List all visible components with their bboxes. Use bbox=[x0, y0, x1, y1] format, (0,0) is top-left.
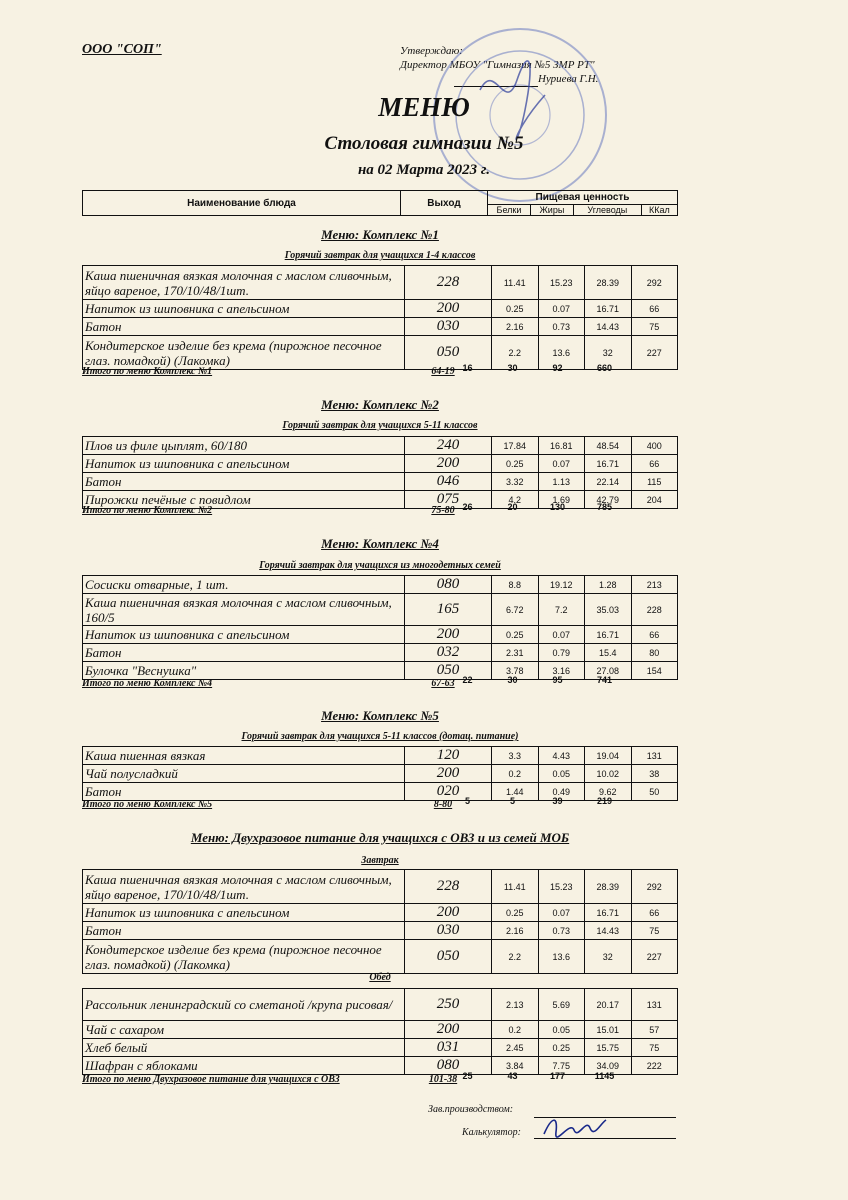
section-subtitle: Горячий завтрак для учащихся 5-11 классов (дотац. питание) bbox=[241, 731, 519, 742]
dish-name: Хлеб белый bbox=[83, 1039, 405, 1057]
carbs-value: 16.71 bbox=[585, 904, 632, 922]
total-protein: 22 bbox=[462, 675, 473, 685]
protein-value: 17.84 bbox=[492, 437, 539, 455]
table-row bbox=[83, 437, 678, 455]
total-carbs: 95 bbox=[552, 675, 563, 685]
kcal-value: 292 bbox=[631, 266, 678, 300]
fat-value: 0.73 bbox=[538, 318, 585, 336]
protein-value: 2.31 bbox=[492, 644, 539, 662]
dish-output: 032 bbox=[405, 644, 492, 662]
dish-output: 075 bbox=[405, 491, 492, 509]
header-carbs: Углеводы bbox=[573, 205, 641, 216]
dish-output: 228 bbox=[405, 870, 492, 904]
section-subtitle: Горячий завтрак для учащихся 5-11 классов bbox=[282, 420, 478, 431]
total-fat: 30 bbox=[507, 675, 518, 685]
dish-output: 050 bbox=[405, 940, 492, 974]
fat-value: 0.07 bbox=[538, 626, 585, 644]
protein-value: 11.41 bbox=[492, 266, 539, 300]
dish-name: Батон bbox=[83, 318, 405, 336]
kcal-value: 227 bbox=[631, 940, 678, 974]
dish-output: 080 bbox=[405, 1057, 492, 1075]
total-fat: 43 bbox=[507, 1071, 518, 1081]
carbs-value: 34.09 bbox=[585, 1057, 632, 1075]
carbs-value: 32 bbox=[585, 940, 632, 974]
protein-value: 2.2 bbox=[492, 336, 539, 370]
total-protein: 25 bbox=[462, 1071, 473, 1081]
kcal-value: 227 bbox=[631, 336, 678, 370]
fat-value: 0.05 bbox=[538, 1021, 585, 1039]
header-name: Наименование блюда bbox=[83, 191, 401, 216]
dish-name: Плов из филе цыплят, 60/180 bbox=[83, 437, 405, 455]
section-total bbox=[82, 796, 678, 813]
kcal-value: 204 bbox=[631, 491, 678, 509]
carbs-value: 14.43 bbox=[585, 922, 632, 940]
fat-value: 0.25 bbox=[538, 1039, 585, 1057]
total-output: 101-38 bbox=[428, 1074, 458, 1085]
dish-name: Кондитерское изделие без крема (пирожное песочное глаз. помадкой) (Лакомка) bbox=[83, 336, 405, 370]
section-title: Меню: Комплекс №1 bbox=[321, 227, 439, 242]
carbs-value: 15.4 bbox=[585, 644, 632, 662]
dish-table bbox=[82, 988, 678, 1075]
dish-name: Напиток из шиповника с апельсином bbox=[83, 300, 405, 318]
protein-value: 2.16 bbox=[492, 318, 539, 336]
kcal-value: 131 bbox=[631, 989, 678, 1021]
table-row bbox=[83, 266, 678, 300]
dish-output: 080 bbox=[405, 576, 492, 594]
dish-table bbox=[82, 575, 678, 680]
kcal-value: 228 bbox=[631, 594, 678, 626]
table-row bbox=[83, 747, 678, 765]
protein-value: 0.25 bbox=[492, 455, 539, 473]
protein-value: 0.25 bbox=[492, 300, 539, 318]
dish-table bbox=[82, 436, 678, 509]
table-row bbox=[83, 922, 678, 940]
total-label: Итого по меню Комплекс №2 bbox=[82, 505, 213, 516]
dish-name: Рассольник ленинградский со сметаной /крупа рисовая/ bbox=[83, 989, 405, 1021]
table-row bbox=[83, 940, 678, 974]
total-label: Итого по меню Комплекс №4 bbox=[82, 678, 213, 689]
dish-name: Кондитерское изделие без крема (пирожное песочное глаз. помадкой) (Лакомка) bbox=[83, 940, 405, 974]
fat-value: 0.73 bbox=[538, 922, 585, 940]
table-row bbox=[83, 473, 678, 491]
fat-value: 13.6 bbox=[538, 336, 585, 370]
fat-value: 0.07 bbox=[538, 300, 585, 318]
protein-value: 3.32 bbox=[492, 473, 539, 491]
protein-value: 0.25 bbox=[492, 626, 539, 644]
dish-output: 200 bbox=[405, 904, 492, 922]
protein-value: 0.2 bbox=[492, 1021, 539, 1039]
carbs-value: 10.02 bbox=[585, 765, 632, 783]
dish-output: 030 bbox=[405, 318, 492, 336]
carbs-value: 42.79 bbox=[585, 491, 632, 509]
dish-output: 031 bbox=[405, 1039, 492, 1057]
protein-value: 4.2 bbox=[492, 491, 539, 509]
kcal-value: 66 bbox=[631, 904, 678, 922]
dish-name: Батон bbox=[83, 783, 405, 801]
section-subtitle: Горячий завтрак для учащихся из многодетных семей bbox=[259, 560, 501, 571]
dish-table bbox=[82, 746, 678, 801]
total-output: 8-80 bbox=[433, 799, 453, 810]
total-protein: 5 bbox=[464, 796, 470, 806]
fat-value: 0.07 bbox=[538, 455, 585, 473]
organization-name: ООО "СОП" bbox=[82, 42, 162, 57]
table-row bbox=[83, 1021, 678, 1039]
protein-value: 8.8 bbox=[492, 576, 539, 594]
production-label: Зав.производством: bbox=[428, 1104, 514, 1115]
total-output: 67-63 bbox=[431, 678, 455, 689]
dish-output: 165 bbox=[405, 594, 492, 626]
carbs-value: 16.71 bbox=[585, 455, 632, 473]
fat-value: 1.69 bbox=[538, 491, 585, 509]
protein-value: 2.2 bbox=[492, 940, 539, 974]
approval-director-name: Нуриева Г.Н. bbox=[538, 73, 599, 85]
carbs-value: 15.01 bbox=[585, 1021, 632, 1039]
table-row bbox=[83, 318, 678, 336]
table-row bbox=[83, 989, 678, 1021]
dish-name: Чай полусладкий bbox=[83, 765, 405, 783]
total-label: Итого по меню Комплекс №5 bbox=[82, 799, 213, 810]
fat-value: 4.43 bbox=[538, 747, 585, 765]
approval-line: Директор МБОУ "Гимназия №5 ЗМР РТ" bbox=[400, 59, 595, 71]
total-output: 64-19 bbox=[431, 366, 455, 377]
approval-line: Утверждаю: bbox=[400, 45, 463, 57]
kcal-value: 292 bbox=[631, 870, 678, 904]
table-row bbox=[83, 576, 678, 594]
header-output: Выход bbox=[401, 191, 488, 216]
total-label: Итого по меню Двухразовое питание для учащихся с ОВЗ bbox=[82, 1074, 340, 1085]
total-kcal: 1145 bbox=[594, 1071, 615, 1081]
kcal-value: 131 bbox=[631, 747, 678, 765]
protein-value: 3.78 bbox=[492, 662, 539, 680]
carbs-value: 14.43 bbox=[585, 318, 632, 336]
header-protein: Белки bbox=[488, 205, 531, 216]
protein-value: 3.3 bbox=[492, 747, 539, 765]
dish-output: 050 bbox=[405, 336, 492, 370]
dish-name: Батон bbox=[83, 473, 405, 491]
carbs-value: 22.14 bbox=[585, 473, 632, 491]
header-fat: Жиры bbox=[530, 205, 573, 216]
total-carbs: 39 bbox=[552, 796, 563, 806]
total-protein: 26 bbox=[462, 502, 473, 512]
kcal-value: 154 bbox=[631, 662, 678, 680]
protein-value: 2.16 bbox=[492, 922, 539, 940]
protein-value: 1.44 bbox=[492, 783, 539, 801]
carbs-value: 28.39 bbox=[585, 870, 632, 904]
fat-value: 0.49 bbox=[538, 783, 585, 801]
carbs-value: 1.28 bbox=[585, 576, 632, 594]
total-kcal: 741 bbox=[596, 675, 613, 685]
protein-value: 0.25 bbox=[492, 904, 539, 922]
dish-name: Напиток из шиповника с апельсином bbox=[83, 626, 405, 644]
kcal-value: 66 bbox=[631, 455, 678, 473]
protein-value: 2.13 bbox=[492, 989, 539, 1021]
calculator-signature-icon bbox=[540, 1112, 610, 1142]
total-kcal: 785 bbox=[596, 502, 613, 512]
menu-date: на 02 Марта 2023 г. bbox=[357, 162, 490, 178]
total-label: Итого по меню Комплекс №1 bbox=[82, 366, 213, 377]
dish-output: 030 bbox=[405, 922, 492, 940]
carbs-value: 16.71 bbox=[585, 626, 632, 644]
protein-value: 11.41 bbox=[492, 870, 539, 904]
dish-output: 050 bbox=[405, 662, 492, 680]
kcal-value: 50 bbox=[631, 783, 678, 801]
kcal-value: 80 bbox=[631, 644, 678, 662]
dish-output: 020 bbox=[405, 783, 492, 801]
fat-value: 3.16 bbox=[538, 662, 585, 680]
dish-output: 250 bbox=[405, 989, 492, 1021]
total-protein: 16 bbox=[462, 363, 473, 373]
carbs-value: 32 bbox=[585, 336, 632, 370]
carbs-value: 9.62 bbox=[585, 783, 632, 801]
total-fat: 20 bbox=[507, 502, 518, 512]
dish-name: Каша пшенная вязкая bbox=[83, 747, 405, 765]
column-header bbox=[82, 190, 678, 216]
calculator-label: Калькулятор: bbox=[462, 1127, 521, 1138]
dish-name: Каша пшеничная вязкая молочная с маслом сливочным, яйцо вареное, 170/10/48/1шт. bbox=[83, 870, 405, 904]
dish-name: Каша пшеничная вязкая молочная с маслом сливочным, 160/5 bbox=[83, 594, 405, 626]
carbs-value: 28.39 bbox=[585, 266, 632, 300]
fat-value: 13.6 bbox=[538, 940, 585, 974]
kcal-value: 66 bbox=[631, 300, 678, 318]
dish-name: Сосиски отварные, 1 шт. bbox=[83, 576, 405, 594]
dish-output: 200 bbox=[405, 300, 492, 318]
carbs-value: 19.04 bbox=[585, 747, 632, 765]
dish-name: Напиток из шиповника с апельсином bbox=[83, 904, 405, 922]
kcal-value: 400 bbox=[631, 437, 678, 455]
kcal-value: 38 bbox=[631, 765, 678, 783]
table-row bbox=[83, 765, 678, 783]
carbs-value: 27.08 bbox=[585, 662, 632, 680]
dish-name: Напиток из шиповника с апельсином bbox=[83, 455, 405, 473]
table-row bbox=[83, 644, 678, 662]
carbs-value: 20.17 bbox=[585, 989, 632, 1021]
dish-output: 240 bbox=[405, 437, 492, 455]
section-title: Меню: Комплекс №2 bbox=[321, 397, 439, 412]
dish-table bbox=[82, 869, 678, 974]
dish-name: Батон bbox=[83, 922, 405, 940]
protein-value: 6.72 bbox=[492, 594, 539, 626]
section-title: Меню: Комплекс №4 bbox=[321, 536, 439, 551]
carbs-value: 35.03 bbox=[585, 594, 632, 626]
carbs-value: 15.75 bbox=[585, 1039, 632, 1057]
protein-value: 2.45 bbox=[492, 1039, 539, 1057]
dish-output: 200 bbox=[405, 765, 492, 783]
kcal-value: 75 bbox=[631, 1039, 678, 1057]
dish-output: 200 bbox=[405, 626, 492, 644]
page-subtitle: Столовая гимназии №5 bbox=[324, 133, 524, 154]
kcal-value: 57 bbox=[631, 1021, 678, 1039]
total-fat: 5 bbox=[509, 796, 515, 806]
table-row bbox=[83, 594, 678, 626]
table-row bbox=[83, 300, 678, 318]
fat-value: 0.79 bbox=[538, 644, 585, 662]
dish-name: Батон bbox=[83, 644, 405, 662]
fat-value: 15.23 bbox=[538, 266, 585, 300]
dish-output: 120 bbox=[405, 747, 492, 765]
fat-value: 0.07 bbox=[538, 904, 585, 922]
dish-name: Каша пшеничная вязкая молочная с маслом сливочным, яйцо вареное, 170/10/48/1шт. bbox=[83, 266, 405, 300]
dish-name: Пирожки печёные с повидлом bbox=[83, 491, 405, 509]
total-fat: 30 bbox=[507, 363, 518, 373]
section-total bbox=[82, 363, 678, 380]
dish-output: 200 bbox=[405, 1021, 492, 1039]
dish-name: Чай с сахаром bbox=[83, 1021, 405, 1039]
section-subtitle: Завтрак bbox=[361, 855, 399, 866]
header-nutrition: Пищевая ценность bbox=[488, 191, 678, 205]
section-subtitle: Обед bbox=[369, 972, 391, 983]
kcal-value: 115 bbox=[631, 473, 678, 491]
section-title: Меню: Комплекс №5 bbox=[321, 708, 439, 723]
protein-value: 0.2 bbox=[492, 765, 539, 783]
fat-value: 1.13 bbox=[538, 473, 585, 491]
fat-value: 19.12 bbox=[538, 576, 585, 594]
total-carbs: 92 bbox=[552, 363, 563, 373]
total-output: 75-80 bbox=[431, 505, 455, 516]
fat-value: 0.05 bbox=[538, 765, 585, 783]
section-subtitle: Горячий завтрак для учащихся 1-4 классов bbox=[284, 250, 476, 261]
section-title: Меню: Двухразовое питание для учащихся с ОВЗ и из семей МОБ bbox=[190, 830, 570, 845]
dish-output: 200 bbox=[405, 455, 492, 473]
total-kcal: 219 bbox=[596, 796, 613, 806]
protein-value: 3.84 bbox=[492, 1057, 539, 1075]
section-total bbox=[82, 1071, 678, 1088]
fat-value: 15.23 bbox=[538, 870, 585, 904]
kcal-value: 222 bbox=[631, 1057, 678, 1075]
total-carbs: 177 bbox=[549, 1071, 566, 1081]
table-row bbox=[83, 626, 678, 644]
table-row bbox=[83, 904, 678, 922]
table-row bbox=[83, 1039, 678, 1057]
table-row bbox=[83, 870, 678, 904]
total-kcal: 660 bbox=[596, 363, 613, 373]
section-total bbox=[82, 502, 678, 519]
page-title: МЕНЮ bbox=[378, 92, 470, 122]
dish-output: 228 bbox=[405, 266, 492, 300]
fat-value: 16.81 bbox=[538, 437, 585, 455]
dish-output: 046 bbox=[405, 473, 492, 491]
fat-value: 7.75 bbox=[538, 1057, 585, 1075]
kcal-value: 66 bbox=[631, 626, 678, 644]
fat-value: 7.2 bbox=[538, 594, 585, 626]
total-carbs: 130 bbox=[549, 502, 566, 512]
header-kcal: ККал bbox=[641, 205, 677, 216]
table-row bbox=[83, 455, 678, 473]
dish-name: Шафран с яблоками bbox=[83, 1057, 405, 1075]
section-total bbox=[82, 675, 678, 692]
kcal-value: 213 bbox=[631, 576, 678, 594]
carbs-value: 48.54 bbox=[585, 437, 632, 455]
dish-table bbox=[82, 265, 678, 370]
kcal-value: 75 bbox=[631, 318, 678, 336]
kcal-value: 75 bbox=[631, 922, 678, 940]
carbs-value: 16.71 bbox=[585, 300, 632, 318]
dish-name: Булочка "Веснушка" bbox=[83, 662, 405, 680]
fat-value: 5.69 bbox=[538, 989, 585, 1021]
